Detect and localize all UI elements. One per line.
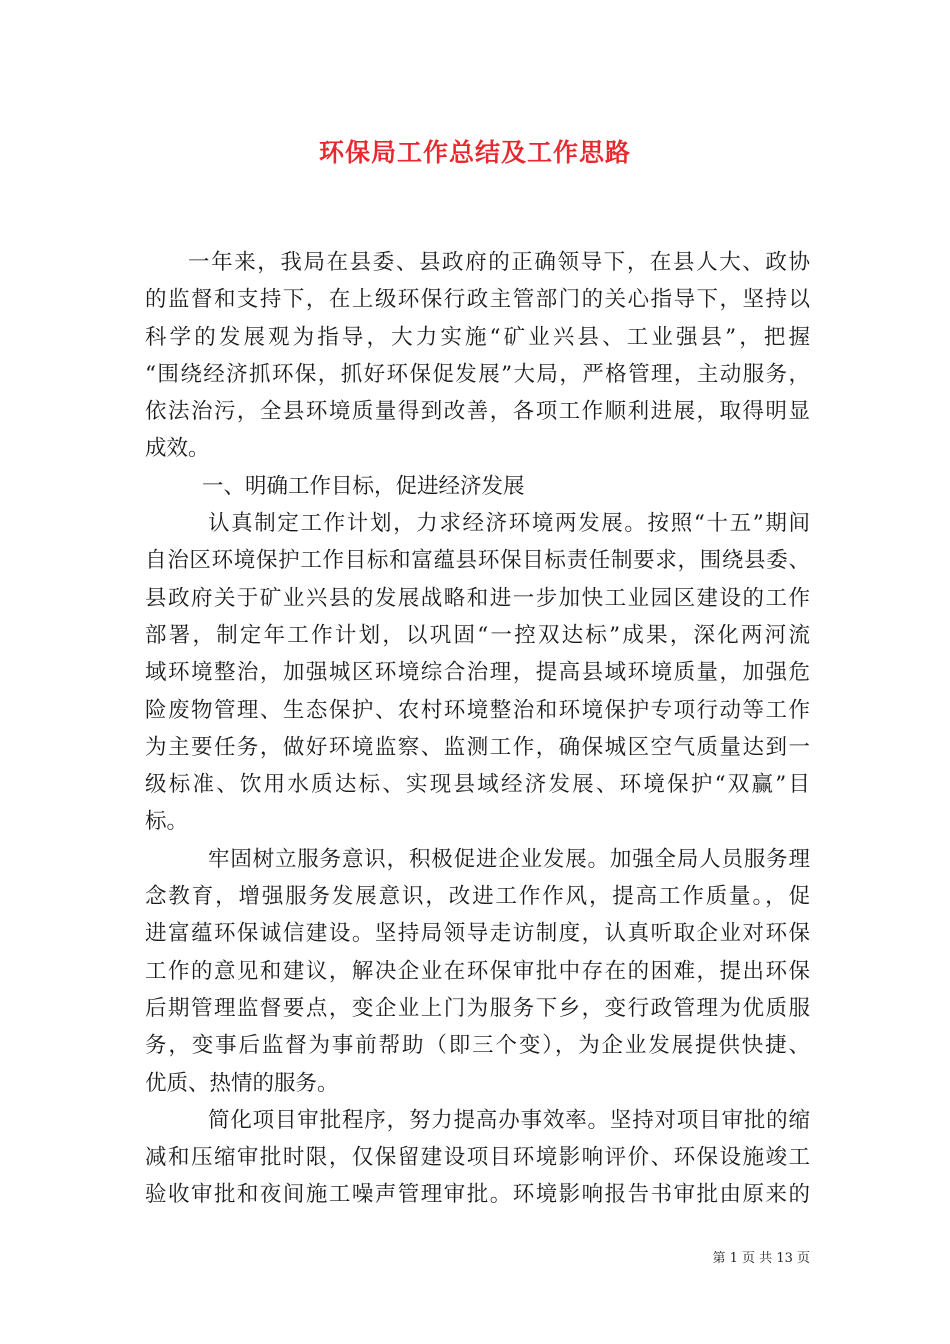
section-heading: 一、明确工作目标，促进经济发展 <box>202 473 525 499</box>
document-body <box>145 244 810 1214</box>
paragraph-line: 念教育，增强服务发展意识，改进工作作风，提高工作质量。，促 <box>145 884 810 910</box>
paragraph-line: 牢固树立服务意识，积极促进企业发展。加强全局人员服务理 <box>208 846 810 872</box>
page-number: 第 1 页 共 13 页 <box>712 1251 810 1266</box>
paragraph-line: 优质、热情的服务。 <box>145 1070 339 1096</box>
paragraph-line: 级标准、饮用水质达标、实现县域经济发展、环境保护“双赢”目 <box>145 772 810 798</box>
paragraph-line: 依法治污，全县环境质量得到改善，各项工作顺利进展，取得明显 <box>145 399 810 425</box>
paragraph-line: 的监督和支持下，在上级环保行政主管部门的关心指导下，坚持以 <box>145 287 810 313</box>
paragraph-line: 域环境整治，加强城区环境综合治理，提高县域环境质量，加强危 <box>145 660 810 686</box>
paragraph-line: 自治区环境保护工作目标和富蕴县环保目标责任制要求，围绕县委、 <box>145 548 810 574</box>
paragraph-line: “围绕经济抓环保，抓好环保促发展”大局，严格管理，主动服务， <box>145 361 810 387</box>
paragraph-line: 进富蕴环保诚信建设。坚持局领导走访制度，认真听取企业对环保 <box>145 921 810 947</box>
paragraph-line: 减和压缩审批时限，仅保留建设项目环境影响评价、环保设施竣工 <box>145 1145 810 1171</box>
paragraph-line: 成效。 <box>145 436 210 462</box>
paragraph-line: 认真制定工作计划，力求经济环境两发展。按照“十五”期间 <box>208 511 810 537</box>
paragraph-line: 简化项目审批程序，努力提高办事效率。坚持对项目审批的缩 <box>208 1107 810 1133</box>
paragraph-line: 一年来，我局在县委、县政府的正确领导下，在县人大、政协 <box>188 250 810 275</box>
paragraph-line: 县政府关于矿业兴县的发展战略和进一步加快工业园区建设的工作 <box>145 585 810 611</box>
paragraph-line: 工作的意见和建议，解决企业在环保审批中存在的困难，提出环保 <box>145 958 810 984</box>
paragraph-line: 后期管理监督要点，变企业上门为服务下乡，变行政管理为优质服 <box>145 995 810 1021</box>
paragraph-line: 验收审批和夜间施工噪声管理审批。环境影响报告书审批由原来的 <box>145 1182 810 1208</box>
paragraph-line: 科学的发展观为指导，大力实施“矿业兴县、工业强县”，把握 <box>145 324 810 350</box>
paragraph-line: 险废物管理、生态保护、农村环境整治和环境保护专项行动等工作 <box>145 697 810 723</box>
paragraph-line: 为主要任务，做好环境监察、监测工作，确保城区空气质量达到一 <box>145 734 810 760</box>
page-title: 环保局工作总结及工作思路 <box>318 138 631 167</box>
paragraph-line: 部署，制定年工作计划，以巩固“一控双达标”成果，深化两河流 <box>145 622 810 648</box>
paragraph-line: 务，变事后监督为事前帮助（即三个变），为企业发展提供快捷、 <box>145 1033 810 1059</box>
paragraph-line: 标。 <box>145 809 189 835</box>
